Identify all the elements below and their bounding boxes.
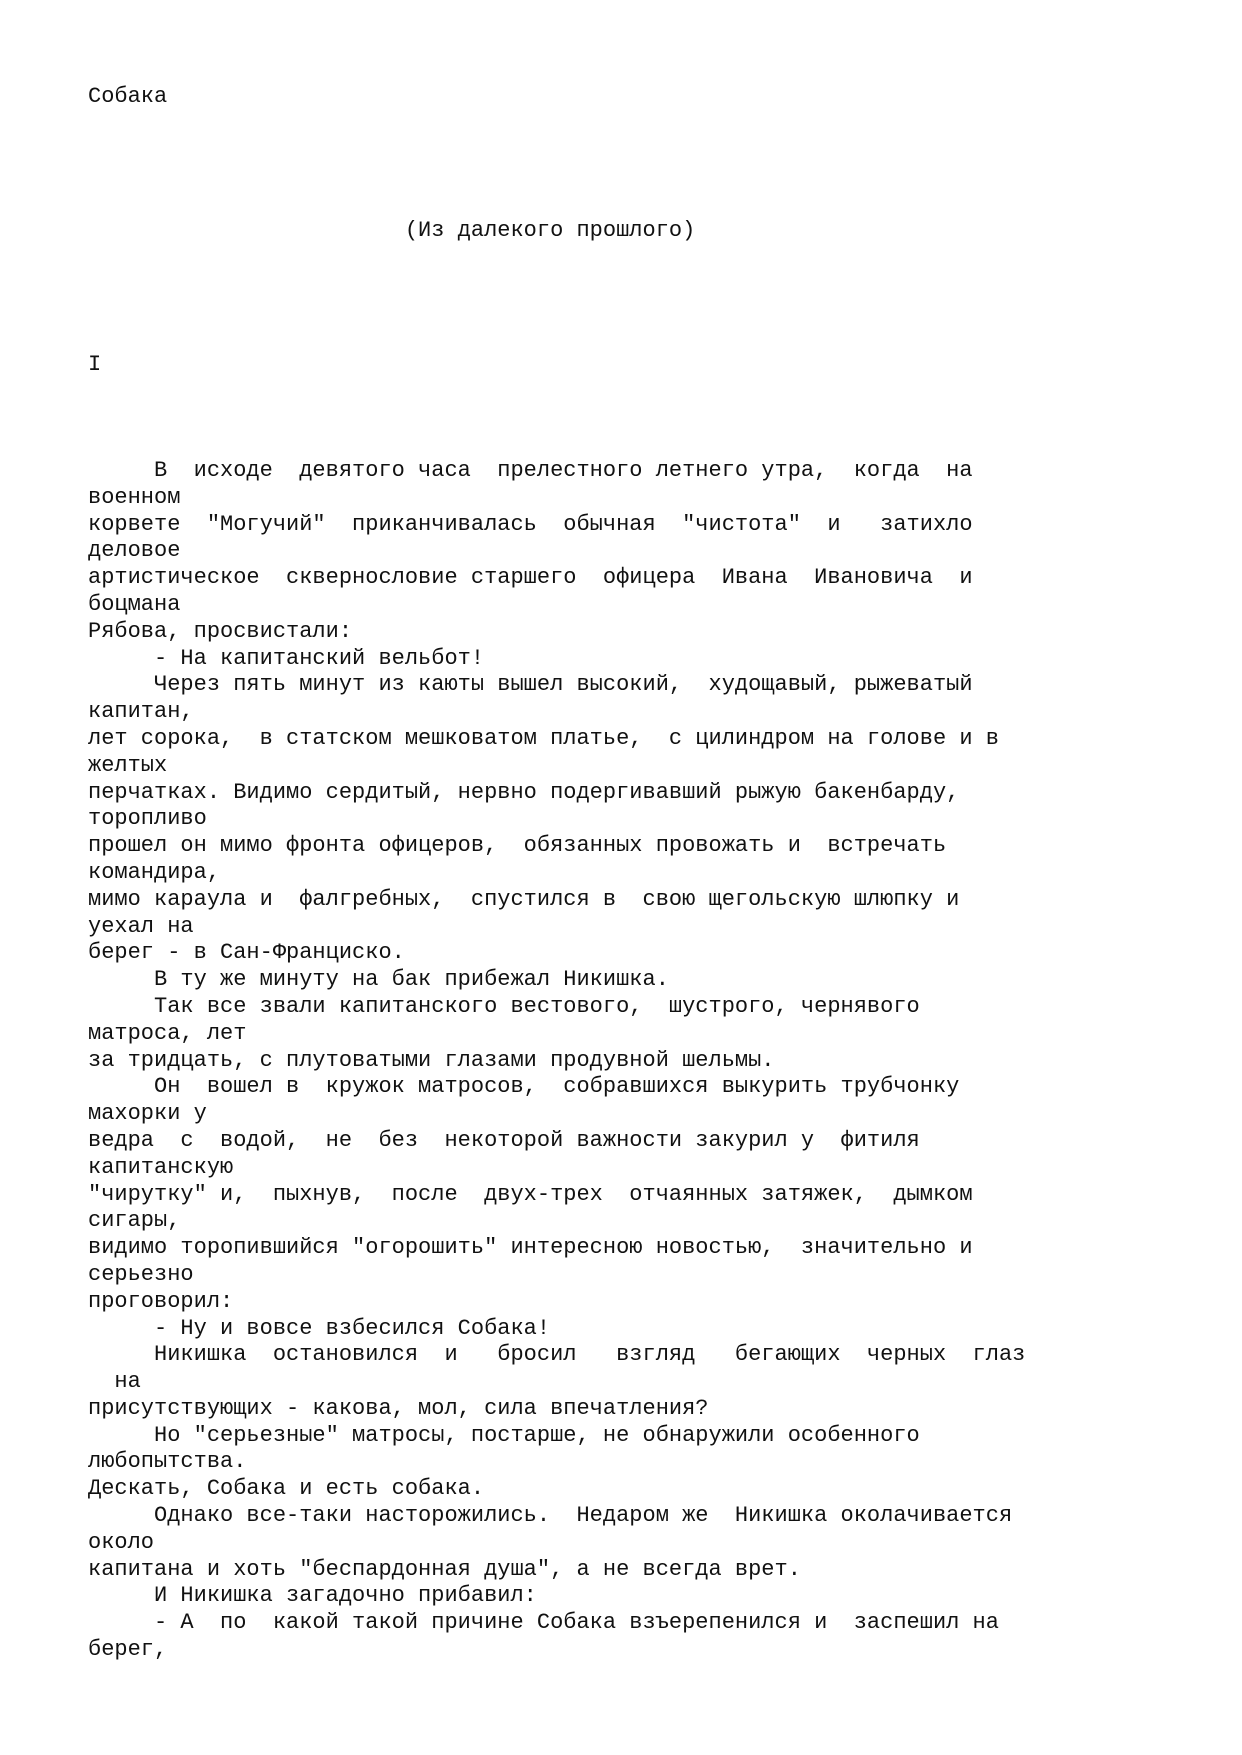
text-line: боцмана [88,591,181,617]
text-line: Рябова, просвистали: [88,618,353,644]
text-line: капитан, [88,699,194,725]
text-line: Дескать, Собака и есть собака. [88,1476,485,1502]
text-line: И Никишка загадочно прибавил: [88,1583,537,1609]
text-line: проговорил: [88,1288,234,1314]
text-line: командира, [88,859,221,885]
text-line: около [88,1529,155,1555]
text-line: желтых [88,752,168,778]
body-text [88,458,1025,1664]
text-line: ведра с водой, не без некоторой важности закурил у фитиля [88,1127,920,1153]
text-line: лет сорока, в статском мешковатом платье, с цилиндром на голове и в [88,725,999,751]
text-line: - А по какой такой причине Собака взъерепенился и заспешил на [88,1610,999,1636]
text-line: Он вошел в кружок матросов, собравшихся выкурить трубчонку [88,1074,960,1100]
text-line: корвете "Могучий" приканчивалась обычная "чистота" и затихло [88,511,973,537]
text-line: В исходе девятого часа прелестного летнего утра, когда на [88,458,973,483]
text-line: берег, [88,1637,168,1663]
text-line: В ту же минуту на бак прибежал Никишка. [88,967,669,993]
text-line: военном [88,484,181,510]
text-line: Через пять минут из каюты вышел высокий, худощавый, рыжеватый [88,672,973,698]
text-line: прошел он мимо фронта офицеров, обязанных провожать и встречать [88,833,947,859]
text-line: Но "серьезные" матросы, постарше, не обнаружили особенного [88,1422,920,1448]
text-line: серьезно [88,1261,194,1287]
document-title: Собака [88,84,168,109]
text-line: артистическое сквернословие старшего офицера Ивана Ивановича и [88,565,973,591]
text-line: - Ну и вовсе взбесился Собака! [88,1315,551,1341]
text-line: Никишка остановился и бросил взгляд бегающих черных глаз [88,1342,1026,1368]
text-line: мимо караула и фалгребных, спустился в свою щегольскую шлюпку и [88,886,960,912]
text-line: матроса, лет [88,1020,247,1046]
text-line: Так все звали капитанского вестового, шустрого, чернявого [88,993,920,1019]
text-line: уехал на [88,913,194,939]
text-line: видимо торопившийся "огорошить" интересною новостью, значительно и [88,1235,973,1261]
text-line: капитанскую [88,1154,234,1180]
text-line: - На капитанский вельбот! [88,645,485,671]
text-line: деловое [88,538,181,564]
text-line: на [88,1369,141,1395]
text-line: берег - в Сан-Франциско. [88,940,405,966]
text-line: присутствующих - какова, мол, сила впечатления? [88,1395,709,1421]
document-subtitle: (Из далекого прошлого) [88,218,696,243]
text-line: торопливо [88,806,207,832]
text-line: сигары, [88,1208,181,1234]
text-line: за тридцать, с плутоватыми глазами продувной шельмы. [88,1047,775,1073]
text-line: перчатках. Видимо сердитый, нервно подергивавший рыжую бакенбарду, [88,779,960,805]
text-line: капитана и хоть "беспардонная душа", а не всегда врет. [88,1556,801,1582]
text-line: любопытства. [88,1449,247,1475]
text-line: "чирутку" и, пыхнув, после двух-трех отчаянных затяжек, дымком [88,1181,973,1207]
text-line: Однако все-таки насторожились. Недаром же Никишка околачивается [88,1503,1013,1529]
text-line: махорки у [88,1101,207,1127]
chapter-number: I [88,352,102,377]
